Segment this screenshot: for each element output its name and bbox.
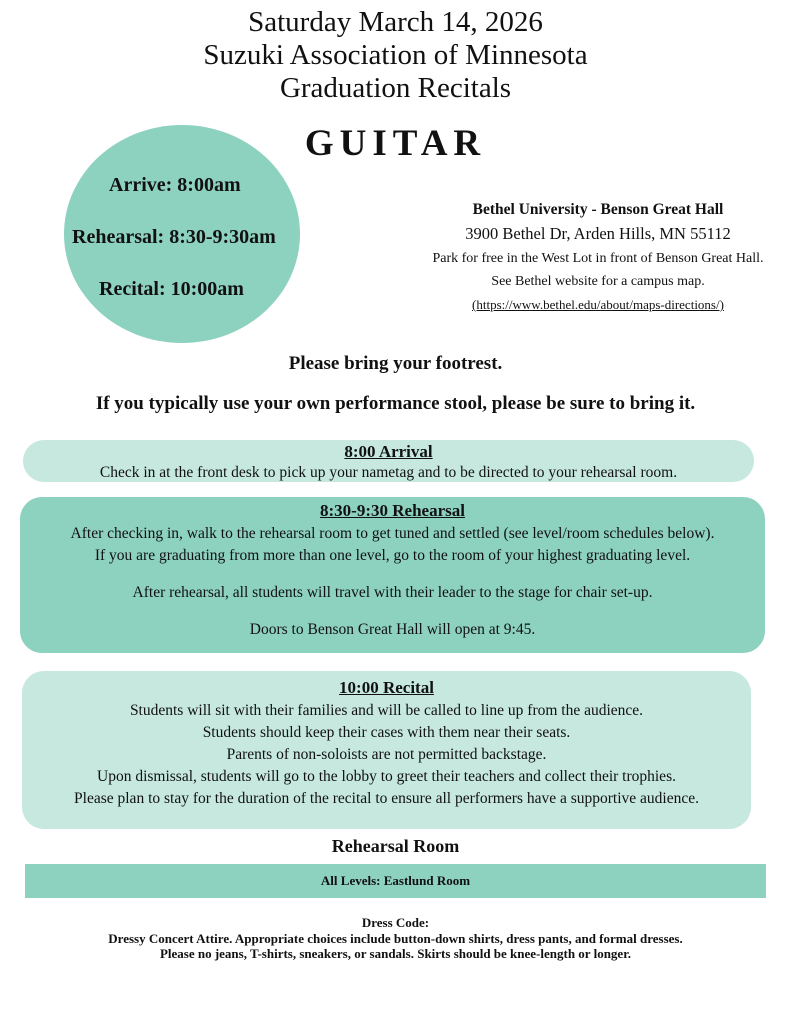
rehearsal-room-heading: Rehearsal Room — [331, 836, 460, 856]
instrument-title: GUITAR — [304, 123, 487, 164]
map-note: See Bethel website for a campus map. — [491, 274, 705, 289]
dress-code-line: Please no jeans, T-shirts, sneakers, or sandals. Skirts should be knee-length or longer. — [159, 946, 632, 961]
arrival-section — [23, 440, 754, 482]
rehearsal-room-assignment: All Levels: Eastlund Room — [25, 864, 766, 898]
dress-code — [0, 915, 791, 962]
recital-line: Students should keep their cases with them near their seats. — [202, 724, 571, 741]
recital-line: Upon dismissal, students will go to the lobby to greet their teachers and collect their trophies. — [97, 768, 676, 785]
arrival-heading: 8:00 Arrival — [344, 442, 433, 461]
schedule-circle — [64, 125, 300, 343]
organization-name: Suzuki Association of Minnesota — [203, 39, 588, 71]
footrest-reminder: Please bring your footrest. — [288, 353, 503, 374]
venue-name: Bethel University - Benson Great Hall — [472, 201, 724, 218]
parking-note: Park for free in the West Lot in front of Benson Great Hall. — [432, 251, 764, 266]
rehearsal-line: Doors to Benson Great Hall will open at 9:45. — [249, 621, 536, 638]
map-link[interactable]: (https://www.bethel.edu/about/maps-directions/) — [472, 297, 724, 312]
header — [0, 6, 791, 105]
arrive-time: Arrive: 8:00am — [109, 174, 241, 196]
dress-code-heading: Dress Code: — [361, 915, 430, 930]
rehearsal-line: If you are graduating from more than one level, go to the room of your highest graduating level. — [94, 547, 691, 564]
venue-address: 3900 Bethel Dr, Arden Hills, MN 55112 — [465, 224, 731, 243]
arrival-line: Check in at the front desk to pick up your nametag and to be directed to your rehearsal room. — [99, 464, 678, 481]
recital-heading: 10:00 Recital — [339, 678, 434, 697]
recital-time: Recital: 10:00am — [99, 278, 244, 300]
rehearsal-section — [20, 497, 765, 653]
rehearsal-heading: 8:30-9:30 Rehearsal — [320, 501, 465, 520]
recital-line: Please plan to stay for the duration of the recital to ensure all performers have a supportive audience. — [74, 790, 699, 807]
recital-line: Parents of non-soloists are not permitted backstage. — [226, 746, 547, 763]
stool-reminder: If you typically use your own performance stool, please be sure to bring it. — [95, 393, 696, 414]
venue-info — [380, 198, 791, 316]
event-name: Graduation Recitals — [279, 72, 512, 104]
recital-section — [22, 671, 751, 829]
rehearsal-time: Rehearsal: 8:30-9:30am — [72, 226, 276, 248]
rehearsal-line: After rehearsal, all students will travel with their leader to the stage for chair set-up. — [132, 584, 653, 601]
rehearsal-line: After checking in, walk to the rehearsal room to get tuned and settled (see level/room schedules below). — [70, 525, 715, 542]
event-date: Saturday March 14, 2026 — [248, 6, 543, 38]
dress-code-line: Dressy Concert Attire. Appropriate choices include button-down shirts, dress pants, and formal dresses. — [108, 930, 683, 946]
recital-line: Students will sit with their families and will be called to line up from the audience. — [129, 702, 644, 719]
